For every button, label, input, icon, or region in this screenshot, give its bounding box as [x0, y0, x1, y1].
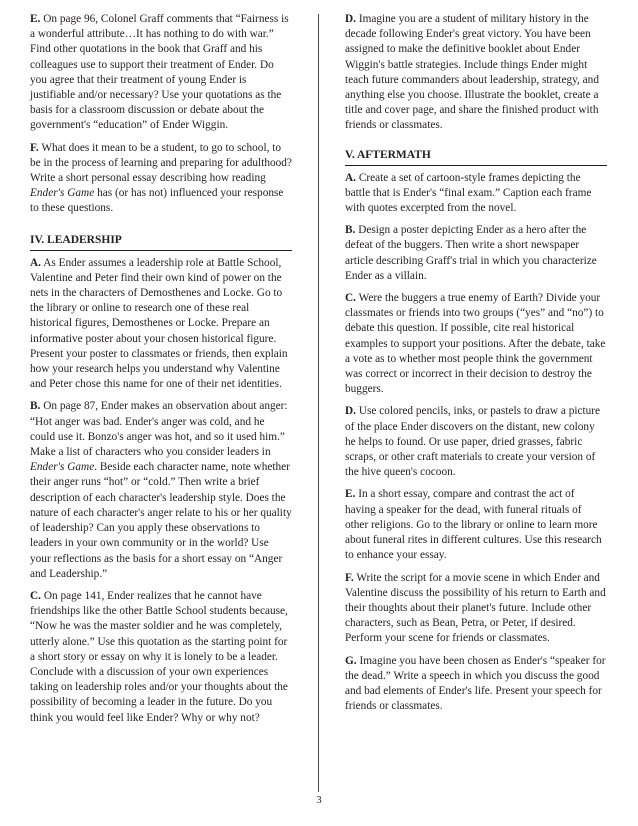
left-column: [30, 12, 292, 733]
item-label: E.: [345, 488, 356, 501]
section-heading-leadership: IV. LEADERSHIP: [30, 233, 292, 251]
item-label: D.: [345, 13, 356, 25]
leadership-item-b: [30, 399, 292, 581]
item-label: C.: [30, 589, 41, 602]
item-label: C.: [345, 292, 356, 305]
item-text: What does it mean to be a student, to go to school, to be in the process of learning and preparing for adulthood? Write a short personal essay describing how reading: [30, 141, 292, 185]
item-text: has (or has not) influenced your response to these questions.: [30, 187, 284, 215]
item-label: D.: [345, 405, 356, 418]
item-label: B.: [345, 224, 356, 237]
book-title: Ender's Game: [30, 461, 95, 474]
item-d: [345, 12, 607, 134]
item-label: B.: [30, 400, 41, 413]
leadership-item-a: [30, 256, 292, 393]
item-label: A.: [30, 256, 41, 269]
item-f: [30, 141, 292, 217]
aftermath-item-e: [345, 487, 607, 563]
item-text: Were the buggers a true enemy of Earth? Divide your classmates or friends into two groups (“yes” and “no”) to debate this question. If possible, cite real historical examples to support your positions. After the debate, take a vote as to whether most people think the government was correct or incorrect in their decision to destroy the buggers.: [345, 292, 606, 396]
item-text: On page 87, Ender makes an observation about anger: “Hot anger was bad. Ender's anger was cold, and he could use it. Bonzo's anger was hot, and so it used him.” Make a list of characters who you consider leaders in: [30, 400, 288, 459]
column-divider: [318, 14, 319, 792]
book-title: Ender's Game: [30, 187, 95, 200]
right-column: [345, 12, 607, 721]
page-number: 3: [316, 795, 322, 806]
item-text: Write the script for a movie scene in which Ender and Valentine discuss the possibility of his return to Earth and their thoughts about their planet's future. Include other characters, such as Bean, Petra, or Peter, if desired. Perform your scene for friends or classmates.: [345, 571, 606, 645]
item-text: On page 96, Colonel Graff comments that “Fairness is a wonderful attribute…It has nothing to do with war.” Find other quotations in the book that Graff and his colleagues use to support their treatment of Ender. Do you agree that their treatment of young Ender is justifiable and/or necessary? Use your quotations as the basis for a classroom discussion or debate about the government's “education” of Ender Wiggin.: [30, 13, 289, 132]
item-label: A.: [345, 171, 356, 184]
section-heading-aftermath: V. AFTERMATH: [345, 148, 607, 166]
item-text: On page 141, Ender realizes that he cannot have friendships like the other Battle School students because, “Now he was the master soldier and he was completely, utterly alone.” Use this quotation as the starting point for a short story or essay on why it is lonely to be a leader. Conclude with a discussion of your own experiences taking on leadership roles and/or your thoughts about the possibility of becoming a leader in the future. Do you think you would feel like Ender? Why or why not?: [30, 589, 288, 724]
aftermath-item-a: [345, 171, 607, 217]
aftermath-item-c: [345, 291, 607, 397]
item-label: E.: [30, 13, 41, 25]
item-label: F.: [30, 141, 39, 154]
item-text: As Ender assumes a leadership role at Battle School, Valentine and Peter find their own kind of power on the nets in the characters of Demosthenes and Locke. Go to the library or online to research one of these real historical figures, Demosthenes or Locke. Prepare an informative poster about your chosen historical figure. Present your poster to classmates or friends, then explain how your research helps you understand why Valentine and Peter chose this name for one of their net identities.: [30, 256, 288, 391]
item-text: Imagine you are a student of military history in the decade following Ender's great victory. You have been assigned to make the definitive booklet about Ender Wiggin's battle strategies. Include things Ender might teach future commanders about leadership, strategy, and anything else you choose. Illustrate the booklet, create a title and cover page, and share the finished product with friends or classmates.: [345, 13, 599, 132]
aftermath-item-g: [345, 654, 607, 715]
aftermath-item-f: [345, 571, 607, 647]
aftermath-item-d: [345, 404, 607, 480]
item-text: Design a poster depicting Ender as a hero after the defeat of the buggers. Then write a short newspaper article describing Graff's trial in which you characterize Ender as a villain.: [345, 224, 597, 282]
item-e: [30, 12, 292, 134]
item-text: Imagine you have been chosen as Ender's “speaker for the dead.” Write a speech in which you discuss the good and bad elements of Ender's life. Present your speech for friends or classmates.: [345, 654, 606, 713]
item-text: Create a set of cartoon-style frames depicting the battle that is Ender's “final exam.” Caption each frame with quotes excerpted from the novel.: [345, 171, 592, 215]
item-label: G.: [345, 654, 357, 667]
aftermath-item-b: [345, 223, 607, 284]
item-text: . Beside each character name, note whether their anger runs “hot” or “cold.” Then write a brief description of each character's leadership style. Does the nature of each character's anger relate to his or her quality of leadership? Can you apply these observations to leaders in your own community or in the world? Use your reflections as the basis for a short essay on “Anger and Leadership.”: [30, 461, 292, 580]
item-text: Use colored pencils, inks, or pastels to draw a picture of the place Ender discovers on the distant, new colony he helps to found. Or use paper, dried grasses, fabric scraps, or other craft materials to create your version of the hive queen's cocoon.: [345, 405, 601, 479]
item-text: In a short essay, compare and contrast the act of having a speaker for the dead, with funeral rituals of other religions. Go to the library or online to learn more about funeral rites in different cultures. Use this research to enhance your essay.: [345, 488, 602, 562]
item-label: F.: [345, 571, 354, 584]
leadership-item-c: [30, 589, 292, 726]
